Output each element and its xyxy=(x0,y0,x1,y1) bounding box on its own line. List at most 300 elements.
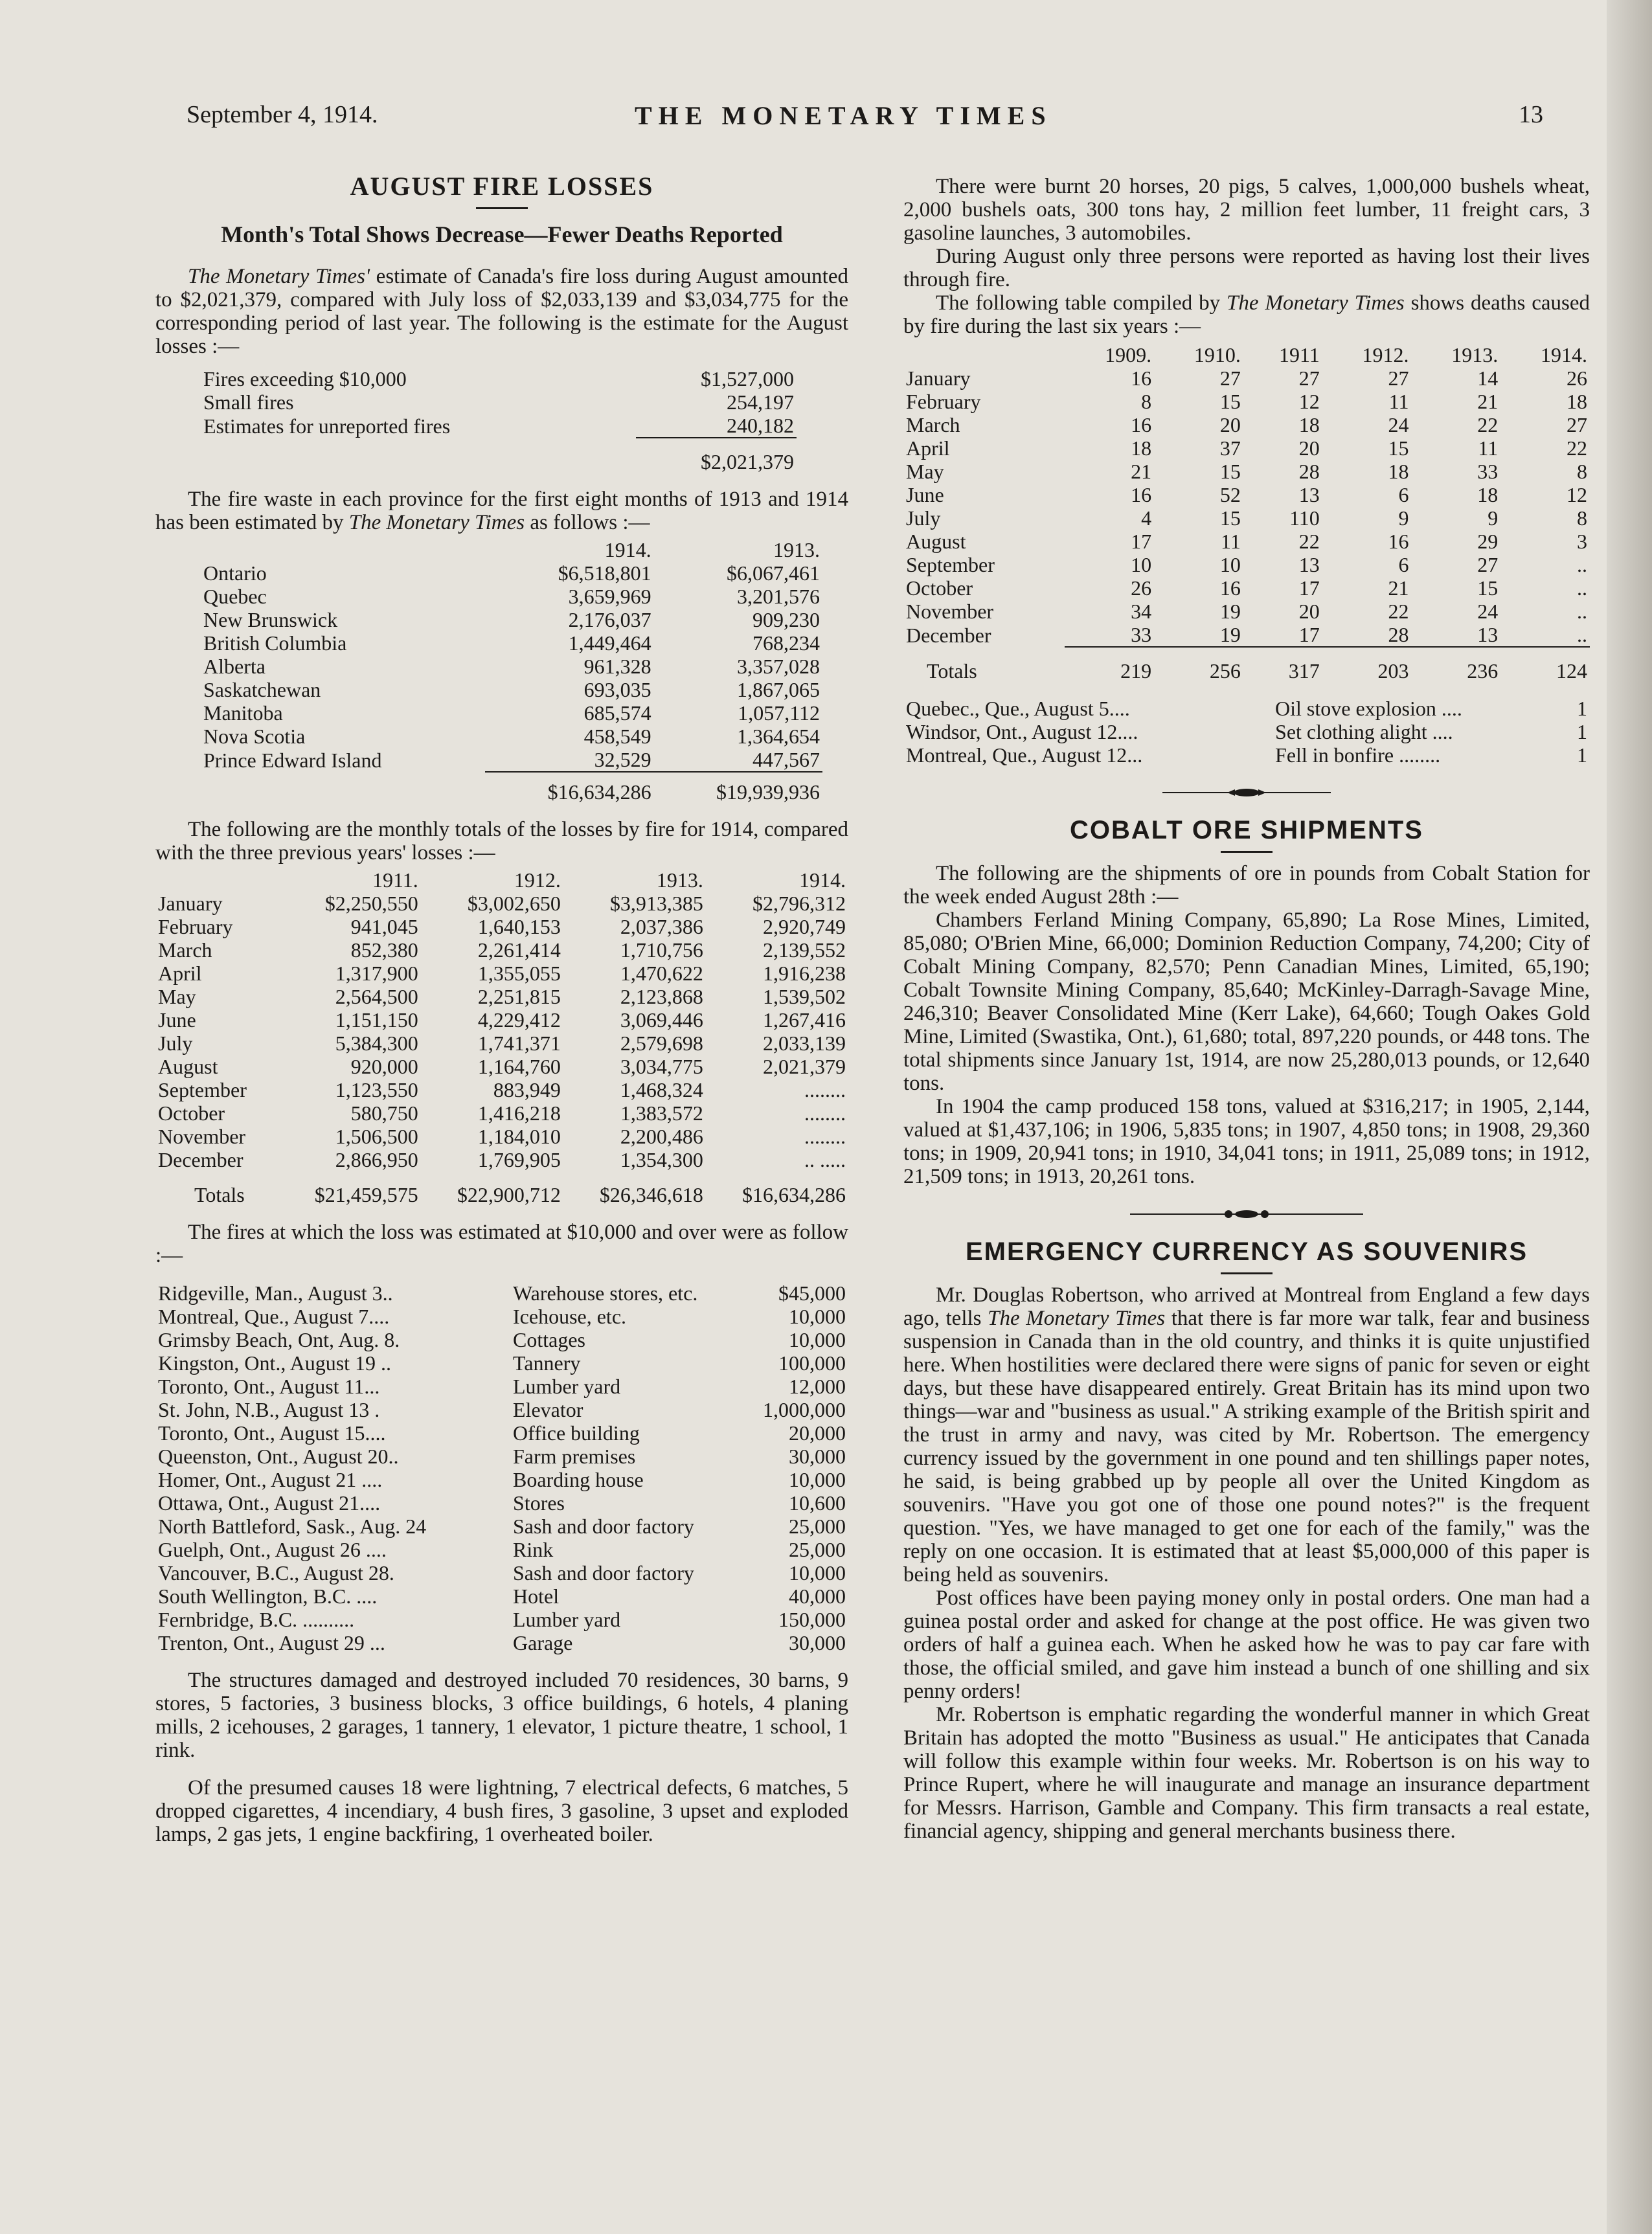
death-count: 1 xyxy=(1577,720,1587,743)
causes-paragraph: Of the presumed causes 18 were lightning, 7 electrical defects, 6 matches, 5 dropped cigarettes, 4 incendiary, 4 bush fires, 3 gasoline, 3 upset and exploded lamps, 2 gas jets, 1 engine backfiring, 1 overheated boiler. xyxy=(155,1776,848,1846)
province-1914: 685,574 xyxy=(583,701,651,725)
death-value: 17 xyxy=(1298,576,1320,600)
fire-place: St. John, N.B., August 13 . xyxy=(158,1398,380,1421)
monthly-year: 1912. xyxy=(514,868,561,892)
month-value: 1,506,500 xyxy=(335,1125,418,1148)
month-value: 2,123,868 xyxy=(620,985,703,1008)
monthly-row xyxy=(155,1078,848,1101)
monthly-row xyxy=(155,962,848,985)
province-name: Ontario xyxy=(203,561,267,585)
death-value: 21 xyxy=(1131,460,1152,483)
death-value: 12 xyxy=(1298,390,1320,413)
cobalt-p2: Chambers Ferland Mining Company, 65,890; La Rose Mines, Limited, 85,080; O'Brien Mine, 66,000; Dominion Reduction Company, 74,200; City of Cobalt Mining Company, 82,570; Penn Canadian Mines, Limited, 65,190; Cobalt Townsite Mining Company, 85,640; McKinley-Darragh-Savage Mine, 246,310; Beaver Consolidated Mine (Kerr Lake), 64,660; Tough Oakes Gold Mine, Limited (Swastika, Ont.), 61,680; total, 897,220 pounds, or 448 tons. The total shipments since January 1st, 1914, are now 25,280,013 pounds, or 12,640 tons. xyxy=(903,908,1590,1095)
fire-row xyxy=(155,1608,848,1631)
death-count: 1 xyxy=(1577,743,1587,767)
fire-loss: 30,000 xyxy=(789,1631,846,1654)
header-title: THE MONETARY TIMES xyxy=(635,101,1052,130)
month-name: August xyxy=(158,1055,218,1078)
death-value: 8 xyxy=(1577,506,1587,530)
province-name: New Brunswick xyxy=(203,608,338,631)
death-value: 15 xyxy=(1219,460,1241,483)
death-value: 10 xyxy=(1219,553,1241,576)
death-value: 28 xyxy=(1388,623,1409,646)
death-value: 15 xyxy=(1477,576,1499,600)
death-value: 21 xyxy=(1477,390,1499,413)
month-name: October xyxy=(158,1101,225,1125)
month-value: 1,769,905 xyxy=(477,1148,561,1171)
province-1914: 1,449,464 xyxy=(568,631,651,655)
month-value: 2,866,950 xyxy=(335,1148,418,1171)
fire-row xyxy=(155,1328,848,1351)
death-row xyxy=(903,413,1590,436)
province-1913: 3,357,028 xyxy=(737,655,820,678)
province-name: Saskatchewan xyxy=(203,678,321,701)
death-cause: Oil stove explosion .... xyxy=(1275,697,1462,720)
fire-description: Sash and door factory xyxy=(513,1561,694,1585)
month-value: 1,710,756 xyxy=(620,938,703,962)
deaths-note: During August only three persons were reported as having lost their lives through fire. xyxy=(903,245,1590,291)
death-value: 26 xyxy=(1567,367,1587,390)
month-value: 2,261,414 xyxy=(477,938,561,962)
death-value: 11 xyxy=(1388,390,1409,413)
death-place: Quebec., Que., August 5.... xyxy=(906,697,1130,720)
death-month: November xyxy=(906,600,994,623)
death-value: 33 xyxy=(1131,623,1152,646)
estimate-value: 254,197 xyxy=(727,390,794,414)
month-value: 1,184,010 xyxy=(477,1125,561,1148)
province-1913: 3,201,576 xyxy=(737,585,820,608)
province-year-1913: 1913. xyxy=(773,538,820,561)
death-value: 16 xyxy=(1131,367,1152,390)
death-value: 19 xyxy=(1219,623,1241,646)
fire-loss: 10,000 xyxy=(789,1328,846,1351)
month-value: ........ xyxy=(804,1125,846,1148)
death-value: 18 xyxy=(1567,390,1587,413)
death-value: 20 xyxy=(1298,436,1320,460)
fire-description: Rink xyxy=(513,1538,554,1561)
province-1914: 2,176,037 xyxy=(568,608,651,631)
death-total: 317 xyxy=(1243,647,1322,683)
fire-description: Hotel xyxy=(513,1585,560,1608)
fire-place: Trenton, Ont., August 29 ... xyxy=(158,1631,385,1654)
month-value: 2,033,139 xyxy=(763,1032,846,1055)
death-value: 24 xyxy=(1388,413,1409,436)
death-place: Montreal, Que., August 12... xyxy=(906,743,1143,767)
month-value: $2,250,550 xyxy=(324,892,418,915)
province-1914: $6,518,801 xyxy=(558,561,651,585)
monthly-year: 1911. xyxy=(372,868,418,892)
fire-description: Farm premises xyxy=(513,1445,636,1468)
fire-description: Tannery xyxy=(513,1351,581,1375)
estimate-label: Estimates for unreported fires xyxy=(203,414,451,438)
death-row xyxy=(903,576,1590,600)
fire-description: Boarding house xyxy=(513,1468,644,1491)
month-value: 1,470,622 xyxy=(620,962,703,985)
death-value: 15 xyxy=(1388,436,1409,460)
province-row xyxy=(201,585,822,608)
death-value: 22 xyxy=(1388,600,1409,623)
death-value: 11 xyxy=(1478,436,1499,460)
death-value: 24 xyxy=(1477,600,1499,623)
fire-row xyxy=(155,1585,848,1608)
death-value: 16 xyxy=(1219,576,1241,600)
death-value: 29 xyxy=(1477,530,1499,553)
month-value: 580,750 xyxy=(350,1101,418,1125)
province-name: Manitoba xyxy=(203,701,283,725)
death-value: 16 xyxy=(1388,530,1409,553)
currency-p3: Mr. Robertson is emphatic regarding the wonderful manner in which Great Britain has adopted the motto "Business as usual." He anticipates that Canada will follow this example within four weeks. Mr. Robertson is on his way to Prince Rupert, where he will inaugurate and manage an insurance department for Messrs. Harrison, Gamble and Company. This firm transacts a real estate, financial agency, shipping and general merchants business there. xyxy=(903,1703,1590,1843)
death-row xyxy=(903,506,1590,530)
month-value: $3,002,650 xyxy=(467,892,561,915)
province-1913: 447,567 xyxy=(752,748,820,771)
fire-description: Office building xyxy=(513,1421,640,1445)
fire-place: Fernbridge, B.C. .......... xyxy=(158,1608,355,1631)
month-value: 2,920,749 xyxy=(763,915,846,938)
death-value: 15 xyxy=(1219,390,1241,413)
death-value: 20 xyxy=(1298,600,1320,623)
cobalt-title: COBALT ORE SHIPMENTS xyxy=(1070,816,1423,844)
month-value: 2,251,815 xyxy=(477,985,561,1008)
province-row xyxy=(201,608,822,631)
death-value: 11 xyxy=(1221,530,1241,553)
death-value: 12 xyxy=(1567,483,1587,506)
death-value: 16 xyxy=(1131,483,1152,506)
fire-place: Grimsby Beach, Ont, Aug. 8. xyxy=(158,1328,400,1351)
month-value: 2,564,500 xyxy=(335,985,418,1008)
death-value: 10 xyxy=(1131,553,1152,576)
monthly-row xyxy=(155,892,848,915)
monthly-totals-label: Totals xyxy=(194,1183,245,1206)
fire-place: Kingston, Ont., August 19 .. xyxy=(158,1351,392,1375)
fire-row xyxy=(155,1491,848,1515)
fire-loss: 1,000,000 xyxy=(763,1398,846,1421)
death-month: April xyxy=(906,436,950,460)
burnt-paragraph: There were burnt 20 horses, 20 pigs, 5 calves, 1,000,000 bushels wheat, 2,000 bushels oats, 300 tons hay, 2 million feet lumber, 11 freight cars, 3 gasoline launches, 3 automobiles. xyxy=(903,175,1590,245)
currency-p2: Post offices have been paying money only in postal orders. One man had a guinea postal order and asked for change at the post office. He was given two orders of half a guinea each. When he asked how he was to pay car fare with those, the official smiled, and gave him instead a bunch of one shilling and six penny orders! xyxy=(903,1586,1590,1703)
death-total: 256 xyxy=(1154,647,1243,683)
fire-loss: 100,000 xyxy=(778,1351,846,1375)
month-name: September xyxy=(158,1078,247,1101)
month-value: 1,355,055 xyxy=(477,962,561,985)
death-year: 1910. xyxy=(1194,343,1241,367)
death-place: Windsor, Ont., August 12.... xyxy=(906,720,1138,743)
monthly-row xyxy=(155,1055,848,1078)
fire-loss: 40,000 xyxy=(789,1585,846,1608)
death-value: 18 xyxy=(1298,413,1320,436)
death-value: 6 xyxy=(1398,483,1409,506)
death-value: .. xyxy=(1577,553,1587,576)
death-value: 22 xyxy=(1298,530,1320,553)
death-value: .. xyxy=(1577,600,1587,623)
death-value: 26 xyxy=(1131,576,1152,600)
month-value: ........ xyxy=(804,1078,846,1101)
fire-row xyxy=(155,1398,848,1421)
death-value: 34 xyxy=(1131,600,1152,623)
province-1914: 32,529 xyxy=(594,748,651,771)
month-value: 883,949 xyxy=(493,1078,561,1101)
death-year: 1912. xyxy=(1362,343,1409,367)
fire-place: Guelph, Ont., August 26 .... xyxy=(158,1538,387,1561)
right-column xyxy=(903,175,1590,1843)
death-month: August xyxy=(906,530,966,553)
monthly-row xyxy=(155,1008,848,1032)
province-intro: The fire waste in each province for the first eight months of 1913 and 1914 has been estimated by The Monetary Times as follows :— xyxy=(155,488,848,534)
province-row xyxy=(201,678,822,701)
fire-row xyxy=(155,1561,848,1585)
fire-description: Warehouse stores, etc. xyxy=(513,1281,698,1305)
death-value: 17 xyxy=(1298,623,1320,646)
death-value: 27 xyxy=(1298,367,1320,390)
estimate-label: Fires exceeding $10,000 xyxy=(203,367,407,390)
month-value: 2,037,386 xyxy=(620,915,703,938)
fire-description: Stores xyxy=(513,1491,565,1515)
month-value: 1,267,416 xyxy=(763,1008,846,1032)
month-name: May xyxy=(158,985,196,1008)
monthly-total: $21,459,575 xyxy=(314,1183,418,1206)
monthly-row xyxy=(155,1032,848,1055)
month-value: 2,200,486 xyxy=(620,1125,703,1148)
death-value: 4 xyxy=(1141,506,1152,530)
death-value: 28 xyxy=(1298,460,1320,483)
death-value: .. xyxy=(1577,623,1587,646)
death-month: March xyxy=(906,413,960,436)
province-name: Nova Scotia xyxy=(203,725,306,748)
estimate-table xyxy=(201,367,797,473)
month-value: .. ..... xyxy=(804,1148,846,1171)
fire-loss: 10,600 xyxy=(789,1491,846,1515)
month-name: March xyxy=(158,938,212,962)
fire-row xyxy=(155,1631,848,1654)
month-name: April xyxy=(158,962,202,985)
fire-row xyxy=(155,1538,848,1561)
death-total: 124 xyxy=(1500,647,1590,683)
month-value: 1,539,502 xyxy=(763,985,846,1008)
month-value: 920,000 xyxy=(350,1055,418,1078)
death-month: January xyxy=(906,367,971,390)
august-death-row xyxy=(903,720,1590,743)
death-value: 27 xyxy=(1567,413,1587,436)
fire-description: Cottages xyxy=(513,1328,585,1351)
death-row xyxy=(903,483,1590,506)
death-value: 8 xyxy=(1141,390,1152,413)
fire-loss: 25,000 xyxy=(789,1515,846,1538)
fire-place: Vancouver, B.C., August 28. xyxy=(158,1561,394,1585)
fire-loss: $45,000 xyxy=(778,1281,846,1305)
death-value: 27 xyxy=(1219,367,1241,390)
fire-description: Lumber yard xyxy=(513,1375,621,1398)
estimate-value: 240,182 xyxy=(727,414,794,437)
fire-loss: 10,000 xyxy=(789,1468,846,1491)
death-value: 21 xyxy=(1388,576,1409,600)
death-value: .. xyxy=(1577,576,1587,600)
death-cause: Set clothing alight .... xyxy=(1275,720,1453,743)
fire-place: Toronto, Ont., August 15.... xyxy=(158,1421,386,1445)
month-name: January xyxy=(158,892,223,915)
province-1913: 1,057,112 xyxy=(738,701,820,725)
fire-row xyxy=(155,1515,848,1538)
death-value: 13 xyxy=(1298,483,1320,506)
estimate-row xyxy=(201,367,797,390)
death-count: 1 xyxy=(1577,697,1587,720)
province-name: Quebec xyxy=(203,585,267,608)
province-row xyxy=(201,631,822,655)
death-value: 14 xyxy=(1477,367,1499,390)
death-value: 110 xyxy=(1289,506,1320,530)
month-value: 2,021,379 xyxy=(763,1055,846,1078)
fire-loss: 12,000 xyxy=(789,1375,846,1398)
death-month: July xyxy=(906,506,941,530)
month-value: 852,380 xyxy=(350,938,418,962)
province-row xyxy=(201,655,822,678)
title-rule xyxy=(476,207,528,209)
province-name: British Columbia xyxy=(203,631,347,655)
estimate-total: $2,021,379 xyxy=(636,438,797,473)
province-row xyxy=(201,701,822,725)
death-month: May xyxy=(906,460,944,483)
cobalt-p3: In 1904 the camp produced 158 tons, valued at $316,217; in 1905, 2,144, valued at $1,437,106; in 1906, 5,835 tons; in 1907, 4,850 tons; in 1908, 29,360 tons; in 1909, 20,941 tons; in 1910, 34,041 tons; in 1911, 25,089 tons; in 1912, 21,509 tons; in 1913, 20,261 tons. xyxy=(903,1095,1590,1188)
death-value: 6 xyxy=(1398,553,1409,576)
currency-p1: Mr. Douglas Robertson, who arrived at Montreal from England a few days ago, tells The Monetary Times that there is far more war talk, fear and business suspension in Canada than in the old country, and thinks it is quite unjustified here. When hostilities were declared there were signs of panic for seven or eight days, but these have disappeared entirely. Great Britain has its mind upon two things—war and "business as usual." A striking example of the British spirit and the trust in army and navy, was cited by Mr. Robertson. The emergency currency issued by the government in one pound and ten shillings paper notes, he said, is being grabbed up by people all over the United Kingdom as souvenirs. "Have you got one of those one pound notes?" is the frequent question. "Yes, we have managed to get one for each of the family," was the reply on one occasion. It is estimated that at least $5,000,000 of this paper is being held as souvenirs. xyxy=(903,1283,1590,1586)
left-column xyxy=(155,172,848,1846)
monthly-intro: The following are the monthly totals of the losses by fire for 1914, compared with the three previous years' losses :— xyxy=(155,818,848,864)
death-value: 52 xyxy=(1219,483,1241,506)
fire-row xyxy=(155,1445,848,1468)
fire-losses-intro: The Monetary Times' estimate of Canada's fire loss during August amounted to $2,021,379, compared with July loss of $2,033,139 and $3,034,775 for the corresponding period of last year. The following is the estimate for the August losses :— xyxy=(155,265,848,358)
fire-losses-title: AUGUST FIRE LOSSES xyxy=(350,172,654,201)
month-name: November xyxy=(158,1125,246,1148)
month-name: February xyxy=(158,915,233,938)
fire-loss: 25,000 xyxy=(789,1538,846,1561)
death-row xyxy=(903,553,1590,576)
month-value: 1,383,572 xyxy=(620,1101,703,1125)
death-value: 15 xyxy=(1219,506,1241,530)
fire-place: Homer, Ont., August 21 .... xyxy=(158,1468,383,1491)
fire-place: Queenston, Ont., August 20.. xyxy=(158,1445,399,1468)
death-value: 20 xyxy=(1219,413,1241,436)
province-1914: 693,035 xyxy=(583,678,651,701)
month-value: 1,164,760 xyxy=(477,1055,561,1078)
deaths-table xyxy=(903,343,1590,683)
fire-place: Toronto, Ont., August 11... xyxy=(158,1375,380,1398)
death-total: 203 xyxy=(1322,647,1412,683)
month-value: 2,139,552 xyxy=(763,938,846,962)
fires-intro: The fires at which the loss was estimated at $10,000 and over were as follow :— xyxy=(155,1221,848,1267)
monthly-row xyxy=(155,938,848,962)
currency-title: EMERGENCY CURRENCY AS SOUVENIRS xyxy=(965,1237,1528,1266)
death-value: 3 xyxy=(1577,530,1587,553)
monthly-year: 1914. xyxy=(799,868,846,892)
death-month: February xyxy=(906,390,981,413)
fire-description: Elevator xyxy=(513,1398,583,1421)
estimate-row xyxy=(201,390,797,414)
month-value: 1,640,153 xyxy=(477,915,561,938)
page-gutter-shadow xyxy=(1607,0,1652,2234)
month-value: 5,384,300 xyxy=(335,1032,418,1055)
fire-losses-subtitle: Month's Total Shows Decrease—Fewer Deaths Reported xyxy=(221,221,783,247)
province-1913: $6,067,461 xyxy=(727,561,820,585)
death-year: 1913. xyxy=(1451,343,1499,367)
fire-row xyxy=(155,1351,848,1375)
death-row xyxy=(903,390,1590,413)
header-page-number: 13 xyxy=(1519,101,1543,128)
currency-rule xyxy=(1221,1272,1273,1274)
monthly-row xyxy=(155,1125,848,1148)
month-name: June xyxy=(158,1008,196,1032)
deaths-intro: The following table compiled by The Monetary Times shows deaths caused by fire during the last six years :— xyxy=(903,291,1590,338)
fire-loss: 10,000 xyxy=(789,1305,846,1328)
death-month: December xyxy=(906,623,991,647)
fire-loss: 20,000 xyxy=(789,1421,846,1445)
fire-loss: 150,000 xyxy=(778,1608,846,1631)
province-1914: 961,328 xyxy=(583,655,651,678)
monthly-table xyxy=(155,868,848,1206)
fire-loss: 10,000 xyxy=(789,1561,846,1585)
monthly-total: $22,900,712 xyxy=(457,1183,561,1206)
monthly-row xyxy=(155,915,848,938)
province-row xyxy=(201,748,822,772)
province-1913: 909,230 xyxy=(752,608,820,631)
ornament-divider xyxy=(903,1202,1590,1226)
death-year: 1914. xyxy=(1541,343,1587,367)
death-value: 9 xyxy=(1398,506,1409,530)
month-value: 3,069,446 xyxy=(620,1008,703,1032)
cobalt-p1: The following are the shipments of ore in pounds from Cobalt Station for the week ended August 28th :— xyxy=(903,862,1590,908)
fires-table xyxy=(155,1281,848,1654)
death-value: 27 xyxy=(1388,367,1409,390)
death-value: 8 xyxy=(1577,460,1587,483)
province-year-1914: 1914. xyxy=(604,538,651,561)
month-value: 1,916,238 xyxy=(763,962,846,985)
month-value: 2,579,698 xyxy=(620,1032,703,1055)
death-row xyxy=(903,436,1590,460)
fire-place: Ridgeville, Man., August 3.. xyxy=(158,1281,393,1305)
month-value: 1,123,550 xyxy=(335,1078,418,1101)
death-row xyxy=(903,460,1590,483)
death-value: 18 xyxy=(1477,483,1499,506)
monthly-total: $16,634,286 xyxy=(742,1183,846,1206)
ornament-divider xyxy=(903,781,1590,804)
death-value: 9 xyxy=(1488,506,1499,530)
death-value: 22 xyxy=(1477,413,1499,436)
death-value: 22 xyxy=(1567,436,1587,460)
death-row xyxy=(903,367,1590,390)
death-row xyxy=(903,600,1590,623)
structures-paragraph: The structures damaged and destroyed included 70 residences, 30 barns, 9 stores, 5 factories, 3 business blocks, 3 office buildings, 6 hotels, 4 planing mills, 2 icehouses, 2 garages, 1 tannery, 1 elevator, 1 picture theatre, 1 school, 1 rink. xyxy=(155,1669,848,1762)
fire-row xyxy=(155,1468,848,1491)
fire-row xyxy=(155,1281,848,1305)
deaths-totals-label: Totals xyxy=(927,659,977,683)
month-value: 1,468,324 xyxy=(620,1078,703,1101)
death-total: 236 xyxy=(1411,647,1500,683)
province-1913: 1,364,654 xyxy=(737,725,820,748)
month-value: $2,796,312 xyxy=(752,892,846,915)
august-deaths-table xyxy=(903,697,1590,767)
province-1914: 3,659,969 xyxy=(568,585,651,608)
cobalt-rule xyxy=(1221,851,1273,853)
header-date: September 4, 1914. xyxy=(187,101,378,128)
death-value: 27 xyxy=(1477,553,1499,576)
month-value: 941,045 xyxy=(350,915,418,938)
death-row xyxy=(903,623,1590,647)
monthly-row xyxy=(155,1101,848,1125)
monthly-row xyxy=(155,985,848,1008)
death-total: 219 xyxy=(1065,647,1154,683)
fire-row xyxy=(155,1375,848,1398)
province-total-1913: $19,939,936 xyxy=(654,772,822,804)
month-name: December xyxy=(158,1148,243,1171)
estimate-value: $1,527,000 xyxy=(701,367,794,390)
monthly-total: $26,346,618 xyxy=(599,1183,703,1206)
